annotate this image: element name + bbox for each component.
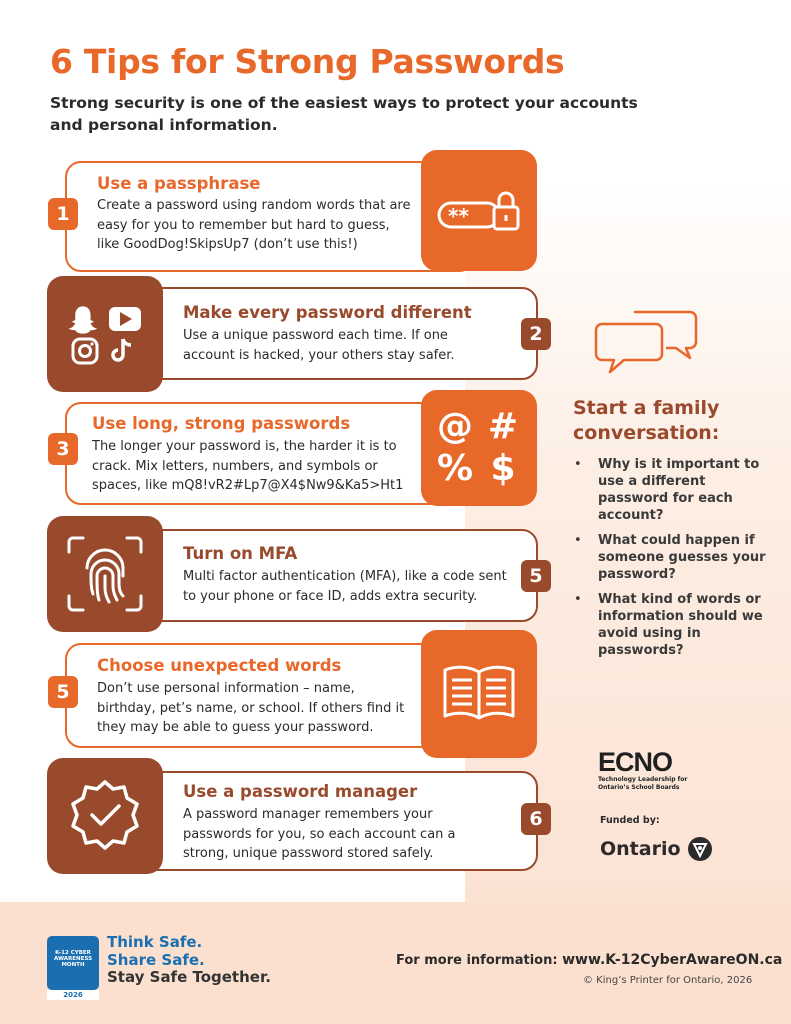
tip-number-2: 2 bbox=[521, 318, 551, 350]
ecno-logo: ECNO bbox=[598, 747, 673, 777]
more-info-label: For more information: bbox=[396, 953, 558, 968]
conversation-question: • What could happen if someone guesses your password? bbox=[574, 532, 774, 583]
page-subtitle: Strong security is one of the easiest ways to protect your accounts and personal information. bbox=[50, 94, 638, 134]
tip-icon-box-4 bbox=[47, 516, 163, 632]
copyright: © King’s Printer for Ontario, 2026 bbox=[583, 975, 753, 986]
badge-line-3: MONTH bbox=[61, 962, 85, 968]
conversation-title: Start a family conversation: bbox=[573, 397, 720, 444]
at-symbol: @ bbox=[437, 406, 473, 447]
tip-number-4: 5 bbox=[521, 560, 551, 592]
funded-by-label: Funded by: bbox=[600, 815, 660, 826]
tip-description-4: Multi factor authentication (MFA), like a code sent to your phone or face ID, adds extra security. bbox=[183, 569, 507, 604]
chat-bubbles-icon bbox=[594, 302, 700, 382]
conversation-question: • What kind of words or information should we avoid using in passwords? bbox=[574, 591, 774, 659]
tip-title-2: Make every password different bbox=[183, 303, 472, 322]
ecno-tagline-line-2: Ontario’s School Boards bbox=[598, 783, 680, 791]
tip-title-6: Use a password manager bbox=[183, 782, 418, 801]
tip-number-6: 6 bbox=[521, 803, 551, 835]
verified-check-icon bbox=[67, 778, 143, 854]
password-lock-icon bbox=[436, 188, 522, 234]
tip-number-3: 3 bbox=[48, 433, 78, 465]
tip-description-6: A password manager remembers your passwords for you, so each account can a strong, unique password stored safely. bbox=[183, 807, 456, 861]
ecno-tagline bbox=[598, 776, 687, 791]
slogan-line-3: Stay Safe Together. bbox=[107, 968, 271, 986]
more-info-link[interactable]: www.K-12CyberAwareON.ca bbox=[562, 952, 783, 968]
tip-icon-box-5 bbox=[421, 630, 537, 758]
tip-description-2: Use a unique password each time. If one account is hacked, your others stay safer. bbox=[183, 328, 455, 363]
social-media-icons bbox=[65, 299, 145, 369]
percent-symbol: % bbox=[436, 448, 474, 489]
fingerprint-icon bbox=[65, 534, 145, 614]
conversation-questions bbox=[574, 456, 774, 667]
slogan bbox=[107, 934, 271, 987]
dollar-symbol: $ bbox=[490, 448, 516, 489]
tip-icon-box-3 bbox=[421, 390, 537, 506]
tip-title-5: Choose unexpected words bbox=[97, 656, 342, 675]
slogan-line-1: Think Safe. bbox=[107, 933, 203, 951]
trillium-icon bbox=[687, 836, 713, 862]
ontario-wordmark: Ontario bbox=[600, 838, 681, 860]
tip-icon-box-2 bbox=[47, 276, 163, 392]
ecno-tagline-line-1: Technology Leadership for bbox=[598, 776, 688, 783]
symbols-icon bbox=[431, 408, 527, 488]
badge-line-2: AWARENESS bbox=[53, 956, 93, 962]
ontario-logo bbox=[600, 836, 713, 862]
badge-line-1: K-12 CYBER bbox=[55, 950, 91, 956]
hash-symbol: # bbox=[487, 406, 519, 447]
slogan-line-2: Share Safe. bbox=[107, 950, 205, 969]
tip-description-1: Create a password using random words that are easy for you to remember but hard to guess, like GoodDog!SkipsUp7 (don’t use this!) bbox=[97, 198, 411, 252]
page-title: 6 Tips for Strong Passwords bbox=[50, 42, 565, 81]
tip-description-3: The longer your password is, the harder it is to crack. Mix letters, numbers, and symbols or spaces, like mQ8!vR2#Lp7@X4$Nw9&Ka5>Ht1 bbox=[92, 439, 404, 493]
conversation-question: • Why is it important to use a different password for each account? bbox=[574, 456, 774, 524]
badge-year: 2026 bbox=[47, 990, 99, 1000]
tip-icon-box-1 bbox=[421, 150, 537, 271]
tip-title-4: Turn on MFA bbox=[183, 544, 298, 563]
tip-description-5: Don’t use personal information – name, birthday, pet’s name, or school. If others find it they may be able to guess your password. bbox=[97, 681, 405, 735]
tip-title-3: Use long, strong passwords bbox=[92, 414, 351, 433]
cyber-awareness-badge bbox=[47, 936, 99, 990]
tip-title-1: Use a passphrase bbox=[97, 174, 261, 193]
tip-number-1: 1 bbox=[48, 198, 78, 230]
open-book-icon bbox=[439, 662, 519, 726]
tip-number-5: 5 bbox=[48, 676, 78, 708]
svg-text:**: ** bbox=[448, 203, 469, 228]
more-info bbox=[396, 952, 782, 968]
tip-icon-box-6 bbox=[47, 758, 163, 874]
